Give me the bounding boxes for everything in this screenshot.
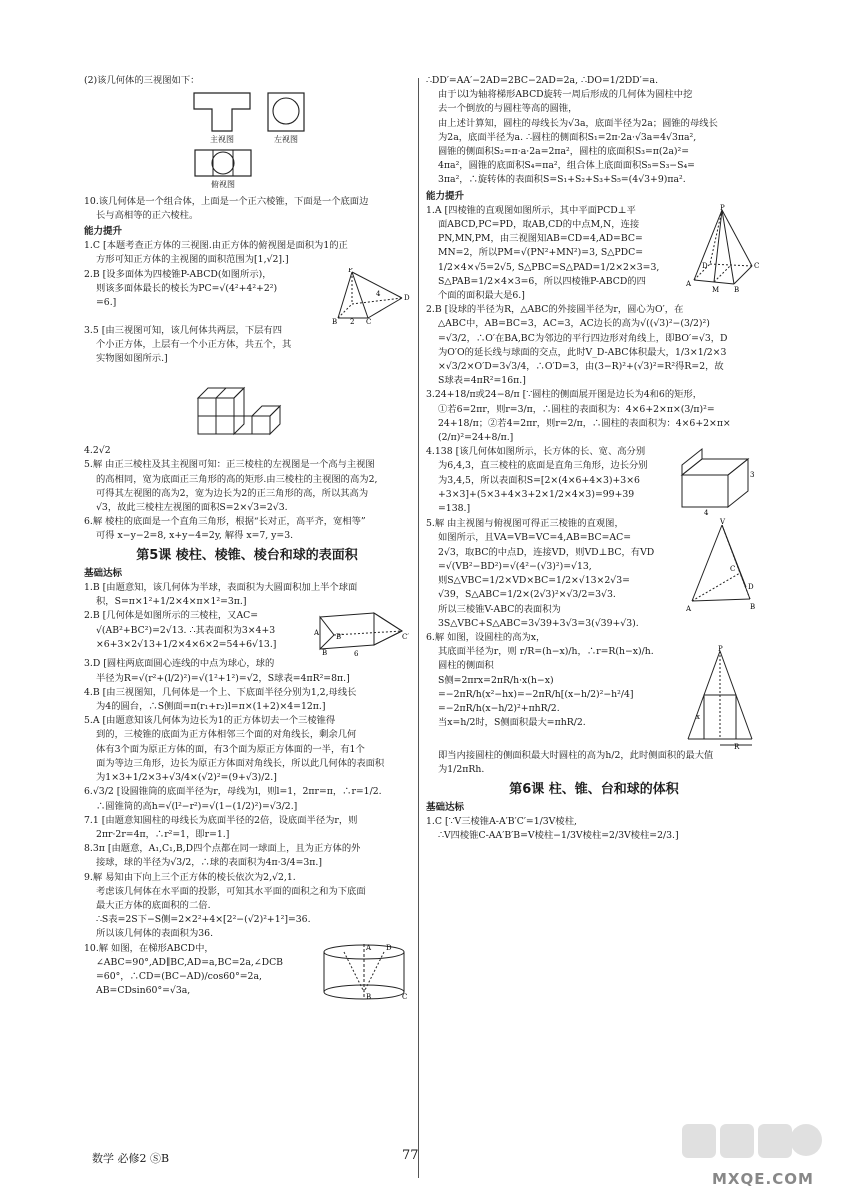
problem-b2 bbox=[84, 609, 410, 657]
section-heading: 基础达标 bbox=[426, 801, 465, 813]
text-line: 为1/2πRh. bbox=[438, 764, 485, 776]
problem-q4 bbox=[426, 445, 762, 517]
text-line: 10.解 如图，在梯形ABCD中， bbox=[84, 942, 214, 954]
front-view-drawing bbox=[192, 91, 252, 133]
text-line: 3πa²，∴旋转体的表面积S=S₁+S₂+S₃+S₅=(4√3+9)πa². bbox=[438, 174, 686, 186]
text-line: 去一个倒放的与圆柱等高的圆锥， bbox=[438, 103, 578, 115]
svg-text:M: M bbox=[712, 285, 720, 294]
text-line: S△PAB=1/2×4×3=6，所以四棱锥P-ABCD的四 bbox=[438, 275, 646, 287]
text-line: 为3,4,5，所以表面积S=[2×(4×6+4×3)+3×6 bbox=[438, 474, 640, 486]
footer-subject: 数学 必修2 ⓈB bbox=[92, 1152, 170, 1165]
text-line: 3S△VBC+S△ABC=3√39+3√3=3(√39+√3). bbox=[438, 617, 639, 629]
svg-text:D: D bbox=[386, 943, 392, 952]
tetrahedron-vabc-figure bbox=[686, 517, 762, 617]
text-line: 由上述计算知，圆柱的母线长为√3a，底面半径为2a；圆锥的母线长 bbox=[438, 117, 718, 129]
pyramid-pabcd-figure bbox=[328, 268, 410, 324]
text-line: 2.B [设球的半径为R，△ABC的外接圆半径为r，圆心为O′，在 bbox=[426, 304, 684, 316]
svg-text:D: D bbox=[748, 583, 754, 592]
text-line: PN,MN,PM，由三视图知AB=CD=4,AD=BC= bbox=[438, 233, 643, 245]
svg-text:B: B bbox=[366, 992, 372, 1000]
svg-text:2: 2 bbox=[350, 317, 355, 324]
text-line: 其底面半径为r，则 r/R=(h−x)/h，∴r=R(h−x)/h. bbox=[438, 646, 654, 658]
box-prism-figure bbox=[676, 445, 762, 517]
text-line: ∴V四棱锥C-AA′B′B=V棱柱−1/3V棱柱=2/3V棱柱=2/3.] bbox=[438, 830, 679, 842]
svg-text:D: D bbox=[404, 293, 410, 302]
svg-text:B′: B′ bbox=[336, 633, 343, 642]
text-line: 5.A [由题意知该几何体为边长为1的正方体切去一个三棱锥得 bbox=[84, 715, 336, 727]
left-view-drawing bbox=[266, 91, 306, 133]
problem-q5 bbox=[426, 517, 762, 631]
text-line: 10.该几何体是一个组合体，上面是一个正六棱锥，下面是一个底面边 bbox=[84, 195, 369, 207]
text-line: ①若6=2πr，则r=3/π，∴圆柱的表面积为：4×6+2×π×(3/π)²= bbox=[438, 403, 715, 415]
trapezoid-rotation-figure bbox=[318, 942, 410, 1000]
svg-text:4: 4 bbox=[704, 509, 709, 518]
cube-stack-figure bbox=[194, 374, 304, 438]
text-line: 5.解 由正三棱柱及其主视图可知：正三棱柱的左视图是一个高与主视图 bbox=[84, 459, 375, 471]
svg-text:6: 6 bbox=[354, 650, 359, 658]
text-line: √39，S△ABC=1/2×(2√3)²×√3/2=3√3. bbox=[438, 589, 616, 601]
text-line: 即当内接圆柱的侧面积最大时圆柱的高为h/2，此时侧面积的最大值 bbox=[438, 750, 714, 762]
svg-text:A: A bbox=[366, 943, 372, 952]
text-line: 个面的面积最大是6.] bbox=[438, 290, 525, 302]
text-line: ×6+3×2√13+1/2×4×6×2=54+6√13.] bbox=[96, 638, 277, 650]
text-line: 为2a，底面半径为a. ∴圆柱的侧面积S₁=2π·2a·√3a=4√3πa², bbox=[438, 131, 697, 143]
problem-q1 bbox=[426, 204, 762, 303]
text-line: 到的，三棱锥的底面为正方体相邻三个面的对角线长，剩余几何 bbox=[96, 729, 357, 741]
text-line: △ABC中，AB=BC=3，AC=3，AC边长的高为√((√3)²−(3/2)²) bbox=[438, 318, 710, 330]
text-line: 4πa²，圆锥的底面积S₄=πa²，组合体上底面面积S₅=S₃−S₄= bbox=[438, 160, 695, 172]
text-line: ∴S表=2S下−S侧=2×2²+4×[2²−(√2)²+1²]=36. bbox=[96, 914, 311, 926]
svg-text:A: A bbox=[686, 279, 692, 288]
left-column bbox=[84, 74, 410, 1000]
problem-q6 bbox=[426, 645, 762, 749]
text-line: 的高相同，宽为底面正三角形的高的矩形.由三棱柱的主视图的高为2, bbox=[96, 473, 378, 485]
svg-text:B: B bbox=[734, 285, 740, 294]
text-line: 长与高相等的正六棱柱。 bbox=[96, 209, 199, 221]
text-line: 圆柱的侧面积 bbox=[438, 660, 494, 672]
text-line: 9.解 易知由下向上三个正方体的棱长依次为2,√2,1. bbox=[84, 871, 296, 883]
text-line: 面为等边三角形，边长为原正方体面对角线长，所以此几何体的表面积 bbox=[96, 757, 385, 769]
lesson-title: 第6课 柱、锥、台和球的体积 bbox=[509, 781, 679, 797]
text-line: √3，故此三棱柱左视图的面积S=2×√3=2√3. bbox=[96, 502, 288, 514]
text-line: +3×3]+(5×3+4×3+2×1/2×4×3)=99+39 bbox=[438, 488, 635, 500]
section-heading: 能力提升 bbox=[426, 190, 465, 202]
svg-text:C: C bbox=[366, 317, 372, 324]
text-line: =√3/2，∴O′在BA,BC为邻边的平行四边形对角线上，即BO′=√3，D bbox=[438, 332, 728, 344]
front-view-label: 主视图 bbox=[210, 135, 234, 145]
text-line: 当x=h/2时，S侧面积最大=πhR/2. bbox=[438, 717, 586, 729]
section-heading: 基础达标 bbox=[84, 567, 123, 579]
svg-text:P: P bbox=[348, 267, 353, 274]
text-line: (2)该几何体的三视图如下： bbox=[84, 75, 200, 86]
pyramid-abcd-figure bbox=[684, 204, 762, 296]
text-line: 2.B [设多面体为四棱锥P-ABCD(如图所示)， bbox=[84, 268, 272, 280]
svg-text:R: R bbox=[734, 743, 740, 750]
problem-2 bbox=[84, 268, 410, 324]
text-line: 3.5 [由三视图可知，该几何体共两层，下层有四 bbox=[84, 324, 283, 336]
page-number: 77 bbox=[402, 1148, 419, 1163]
text-line: 5.解 由主视图与俯视图可得正三棱锥的直观图， bbox=[426, 518, 624, 530]
text-line: ∴DD′=AA′−2AD=2BC−2AD=2a, ∴DO=1/2DD′=a. bbox=[426, 75, 659, 86]
text-line: 个小正方体，上层有一个小正方体，共五个，其 bbox=[96, 338, 292, 350]
text-line: 1.B [由题意知，该几何体为半球，表面积为大圆面积加上半个球面 bbox=[84, 582, 358, 594]
text-line: 为1×3+1/2×3+√3/4×(√2)²=(9+√3)/2.] bbox=[96, 772, 277, 784]
svg-text:C: C bbox=[402, 992, 408, 1000]
text-line: 3.24+18/π或24−8/π [∵圆柱的侧面展开图是边长为4和6的矩形， bbox=[426, 389, 703, 401]
text-line: 面ABCD,PC=PD，取AB,CD的中点M,N，连接 bbox=[438, 219, 640, 231]
text-line: (2/π)²=24+8/π.] bbox=[438, 432, 514, 444]
svg-text:C: C bbox=[730, 565, 736, 574]
top-view-drawing bbox=[193, 148, 253, 178]
three-view-figure bbox=[192, 91, 410, 147]
text-line: 1.C [本题考查正方体的三视图.由正方体的俯视图是面积为1的正 bbox=[84, 240, 348, 252]
text-line: 则S△VBC=1/2×VD×BC=1/2×√13×2√3= bbox=[438, 575, 630, 587]
svg-text:B: B bbox=[332, 317, 338, 324]
text-line: 1.A [四棱锥的直观图如图所示，其中平面PCD⊥平 bbox=[426, 204, 636, 216]
svg-text:A: A bbox=[314, 629, 320, 638]
text-line: 6.√3/2 [设圆锥筒的底面半径为r，母线为l，则l=1，2πr=π，∴r=1/2. bbox=[84, 786, 382, 798]
text-line: 2√3，取BC的中点D，连接VD，则VD⊥BC，有VD bbox=[438, 546, 655, 558]
text-line: ∴圆锥筒的高h=√(l²−r²)=√(1−(1/2)²)=√3/2.] bbox=[96, 800, 298, 812]
text-line: S侧=2πrx=2πR/h·x(h−x) bbox=[438, 674, 554, 686]
svg-text:3: 3 bbox=[750, 471, 755, 480]
text-line: MN=2，所以PM=√(PN²+MN²)=3, S△PDC= bbox=[438, 247, 644, 259]
text-line: 4.138 [该几何体如图所示，长方体的长、宽、高分别 bbox=[426, 446, 646, 458]
text-line: 圆锥的侧面积S₂=π·a·2a=2πa²，圆柱的底面积S₃=π(2a)²= bbox=[438, 146, 690, 158]
text-line: S球表=4πR²=16π.] bbox=[438, 375, 526, 387]
front-view bbox=[192, 91, 252, 147]
text-line: 2.B [几何体是如图所示的三棱柱，又AC= bbox=[84, 610, 259, 622]
text-line: 4.2√2 bbox=[84, 445, 111, 457]
triangular-prism-figure bbox=[314, 609, 410, 657]
text-line: 可得 x−y−2=8, x+y−4=2y, 解得 x=7, y=3. bbox=[96, 530, 294, 542]
text-line: 2πr·2r=4π，∴r²=1，即r=1.] bbox=[96, 828, 230, 840]
svg-text:x: x bbox=[696, 713, 700, 722]
text-line: 考虑该几何体在水平面的投影，可知其水平面的面积之和为下底面 bbox=[96, 885, 366, 897]
svg-text:D: D bbox=[702, 261, 708, 270]
svg-text:A: A bbox=[686, 605, 692, 614]
text-line: 1/2×4×√5=2√5, S△PBC=S△PAD=1/2×2×3=3, bbox=[438, 261, 660, 273]
problem-b10 bbox=[84, 942, 410, 1000]
text-line: =6.] bbox=[96, 297, 117, 309]
text-line: =60°，∴CD=(BC−AD)/cos60°=2a, bbox=[96, 970, 262, 982]
svg-text:4: 4 bbox=[376, 289, 381, 298]
text-line: 最大正方体的底面积的二倍. bbox=[96, 899, 211, 911]
column-divider bbox=[418, 78, 419, 1178]
right-column bbox=[426, 74, 762, 843]
cone-cylinder-figure bbox=[682, 645, 762, 749]
text-line: 6.解 棱柱的底面是一个直角三角形，根据“长对正，高平齐，宽相等” bbox=[84, 516, 366, 528]
text-line: 接球，球的半径为√3/2，∴球的表面积为4π·3/4=3π.] bbox=[96, 857, 322, 869]
text-line: 可得其左视图的高为2，宽为边长为2的正三角形的高，所以其高为 bbox=[96, 487, 369, 499]
svg-text:P: P bbox=[718, 645, 723, 654]
text-line: AB=CDsin60°=√3a, bbox=[96, 985, 191, 997]
text-line: 8.3π [由题意，A₁,C₁,B,D四个点都在同一球面上，且为正方体的外 bbox=[84, 843, 361, 855]
text-line: 体有3个面为原正方体的面，有3个面为原正方体面的一半，有1个 bbox=[96, 743, 365, 755]
text-line: 为O′O的延长线与球面的交点，此时V_D-ABC体积最大，1/3×1/2×3 bbox=[438, 346, 727, 358]
text-line: 实物图如图所示.] bbox=[96, 353, 168, 365]
top-view bbox=[192, 148, 254, 192]
svg-text:B: B bbox=[322, 649, 328, 658]
text-line: =√(VB²−BD²)=√(4²−(√3)²)=√13, bbox=[438, 560, 592, 572]
text-line: 由于以l为轴将梯形ABCD旋转一周后形成的几何体为圆柱中挖 bbox=[438, 89, 693, 101]
text-line: √(AB²+BC²)=2√13. ∴其表面积为3×4+3 bbox=[96, 624, 276, 636]
top-view-label: 俯视图 bbox=[211, 180, 235, 190]
text-line: ×√3/2×O′D=3√3/4，∴O′D=3，由(3−R)²+(√3)²=R²得R=2，故 bbox=[438, 361, 724, 373]
text-line: 积，S=π×1²+1/2×4×π×1²=3π.] bbox=[96, 596, 247, 608]
text-line: 3.D [圆柱两底面圆心连线的中点为球心，球的 bbox=[84, 658, 275, 670]
text-line: =−2πR/h(x−h/2)²+πhR/2. bbox=[438, 702, 560, 714]
text-line: 24+18/π；②若4=2πr，则r=2/π，∴圆柱的表面积为：4×6+2×π× bbox=[438, 417, 731, 429]
svg-text:C: C bbox=[754, 261, 760, 270]
text-line: 方形可知正方体的主视图的面积范围为[1,√2].] bbox=[96, 254, 289, 266]
left-view-label: 左视图 bbox=[274, 135, 298, 145]
text-line: =138.] bbox=[438, 503, 471, 515]
text-line: 6.解 如图，设圆柱的高为x， bbox=[426, 631, 546, 643]
svg-text:V: V bbox=[720, 518, 726, 527]
text-line: 4.B [由三视图知，几何体是一个上、下底面半径分别为1,2,母线长 bbox=[84, 686, 357, 698]
text-line: 所以三棱锥V-ABC的表面积为 bbox=[438, 603, 561, 615]
svg-text:C′: C′ bbox=[402, 633, 409, 642]
svg-text:B: B bbox=[750, 603, 756, 612]
text-line: 则该多面体最长的棱长为PC=√(4²+4²+2²) bbox=[96, 282, 278, 294]
text-line: 如图所示，且VA=VB=VC=4,AB=BC=AC= bbox=[438, 532, 632, 544]
text-line: 为4的圆台，∴S侧面=π(r₁+r₂)l=π×(1+2)×4=12π.] bbox=[96, 701, 326, 713]
left-view bbox=[266, 91, 306, 147]
lesson-title: 第5课 棱柱、棱锥、棱台和球的表面积 bbox=[136, 547, 358, 563]
text-line: ∠ABC=90°,AD∥BC,AD=a,BC=2a,∠DCB bbox=[96, 956, 284, 968]
text-line: 所以该几何体的表面积为36. bbox=[96, 928, 214, 940]
text-line: =−2πR/h(x²−hx)=−2πR/h[(x−h/2)²−h²/4] bbox=[438, 688, 634, 700]
watermark-text: MXQE.COM bbox=[712, 1170, 814, 1188]
text-line: 7.1 [由题意知圆柱的母线长为底面半径的2倍，设底面半径为r，则 bbox=[84, 814, 358, 826]
text-line: 为6,4,3，直三棱柱的底面是直角三角形，边长分别 bbox=[438, 460, 648, 472]
text-line: 半径为R=√(r²+(l/2)²)=√(1²+1²)=√2，S球表=4πR²=8π.] bbox=[96, 672, 350, 684]
svg-text:P: P bbox=[720, 203, 725, 212]
text-line: 1.C [∵V三棱锥A-A′B′C′=1/3V棱柱, bbox=[426, 815, 577, 827]
section-heading: 能力提升 bbox=[84, 226, 123, 238]
